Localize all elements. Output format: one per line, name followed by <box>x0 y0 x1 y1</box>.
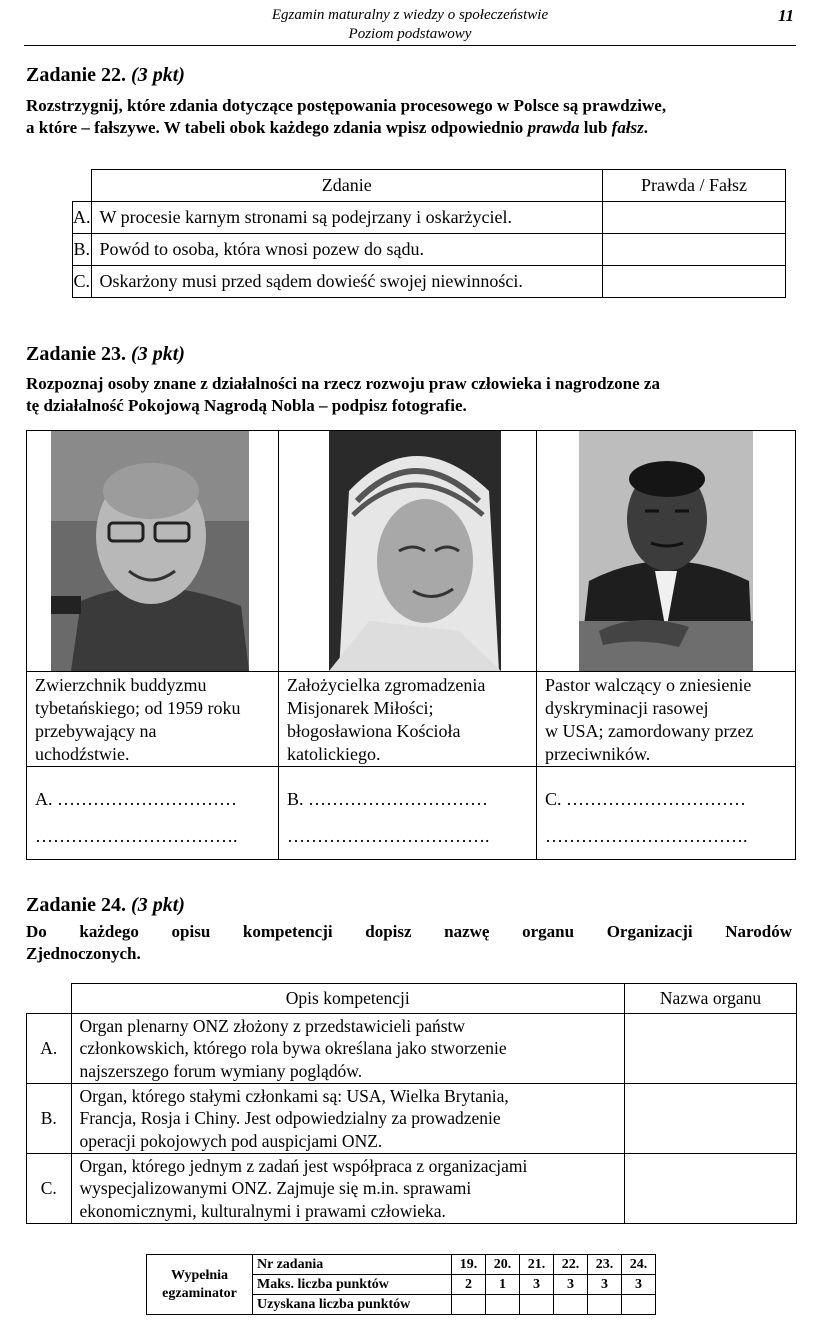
description-line: katolickiego. <box>287 744 381 764</box>
task-22-points: (3 pkt) <box>131 64 185 86</box>
row-label-obtained-points: Uzyskana liczba punktów <box>253 1295 452 1315</box>
max-points: 1 <box>486 1275 520 1295</box>
corner-cell <box>27 984 72 1014</box>
row-sentence: Powód to osoba, która wnosi pozew do sądu. <box>91 234 603 266</box>
portrait-nun-image <box>329 431 501 671</box>
description-line: uchodźstwie. <box>35 744 130 764</box>
answer-cell-b[interactable] <box>603 234 786 266</box>
description-line: najszerszego forum wymiany poglądów. <box>79 1060 363 1081</box>
answer-line: C. ………………………… <box>545 789 747 809</box>
task-23-number: Zadanie 23. <box>26 343 127 365</box>
answer-cell-a[interactable] <box>603 202 786 234</box>
table-row <box>27 1084 797 1154</box>
max-points: 3 <box>520 1275 554 1295</box>
row-letter: A. <box>27 1014 72 1084</box>
task-number: 22. <box>554 1255 588 1275</box>
task-22-instruction <box>26 95 792 139</box>
examiner-label-line1: Wypełnia <box>170 1267 229 1283</box>
answer-line: ……………………………. <box>287 826 490 846</box>
max-points: 3 <box>554 1275 588 1295</box>
task-23-title <box>26 343 185 366</box>
obtained-points-cell[interactable] <box>554 1295 588 1315</box>
scoring-table <box>146 1254 656 1315</box>
task-22-instruction-line1: Rozstrzygnij, które zdania dotyczące postępowania procesowego w Polsce są prawdziwe, <box>26 96 667 115</box>
obtained-points-cell[interactable] <box>452 1295 486 1315</box>
photo-column-b <box>279 431 537 859</box>
row-label-max-points: Maks. liczba punktów <box>253 1275 452 1295</box>
task-24-title <box>26 894 185 917</box>
task-24-instruction-line1: Do każdego opisu kompetencji dopisz nazwę organu Organizacji Narodów <box>26 922 792 941</box>
header-zdanie: Zdanie <box>91 170 603 202</box>
photo-column-a <box>27 431 279 859</box>
task-24-points: (3 pkt) <box>131 894 185 916</box>
header-prawda-falsz: Prawda / Fałsz <box>603 170 786 202</box>
description-c <box>537 671 795 767</box>
answer-cell-c[interactable] <box>625 1154 797 1224</box>
description-line: Organ, którego stałymi członkami są: USA, Wielka Brytania, <box>79 1085 509 1106</box>
task-number: 19. <box>452 1255 486 1275</box>
photo-table <box>26 430 796 860</box>
task-number: 21. <box>520 1255 554 1275</box>
description-line: przeciwników. <box>545 744 651 764</box>
header-opis: Opis kompetencji <box>71 984 625 1014</box>
photo-b <box>329 431 501 671</box>
task-22-table <box>72 169 786 298</box>
word-falsz: fałsz <box>611 118 644 137</box>
task-23-instruction-line1: Rozpoznaj osoby znane z działalności na rzecz rozwoju praw człowieka i nagrodzone za <box>26 374 660 393</box>
task-23-instruction-line2: tę działalność Pokojową Nagrodą Nobla – podpisz fotografie. <box>26 396 467 415</box>
description-b <box>279 671 536 767</box>
task-22-title <box>26 64 185 87</box>
description-line: Francja, Rosja i Chiny. Jest odpowiedzialny za prowadzenie <box>79 1108 501 1129</box>
table-row <box>27 1154 797 1224</box>
examiner-label <box>147 1255 253 1315</box>
corner-cell <box>73 170 92 202</box>
examiner-label-line2: egzaminator <box>162 1285 237 1301</box>
description-line: przebywający na <box>35 721 157 741</box>
description-line: w USA; zamordowany przez <box>545 721 754 741</box>
task-24-instruction <box>26 921 792 965</box>
description-line: tybetańskiego; od 1959 roku <box>35 698 241 718</box>
obtained-points-cell[interactable] <box>486 1295 520 1315</box>
task-number: 23. <box>588 1255 622 1275</box>
table-row <box>73 266 786 298</box>
task-23-instruction <box>26 373 792 417</box>
photo-column-c <box>537 431 795 859</box>
portrait-monk-image <box>51 431 249 671</box>
answer-field-b[interactable] <box>287 781 532 855</box>
row-letter: A. <box>73 202 92 234</box>
answer-line: B. ………………………… <box>287 789 489 809</box>
task-24-number: Zadanie 24. <box>26 894 127 916</box>
row-letter: C. <box>73 266 92 298</box>
description-line: członkowskich, którego rola bywa określana jako stworzenie <box>79 1038 507 1059</box>
row-sentence: W procesie karnym stronami są podejrzany i oskarżyciel. <box>91 202 603 234</box>
exam-title: Egzamin maturalny z wiedzy o społeczeństwie <box>271 7 549 23</box>
row-description <box>71 1154 625 1224</box>
description-line: ekonomicznymi, kulturalnymi i prawami człowieka. <box>79 1200 446 1221</box>
answer-line: A. ………………………… <box>35 789 237 809</box>
row-description <box>71 1014 625 1084</box>
table-row <box>27 1014 797 1084</box>
portrait-pastor-image <box>579 431 753 671</box>
task-22-instruction-line2 <box>26 117 792 139</box>
header-nazwa-organu: Nazwa organu <box>625 984 797 1014</box>
task-24-instruction-line2: Zjednoczonych. <box>26 944 141 963</box>
exam-level: Poziom podstawowy <box>348 26 472 42</box>
description-line: Organ plenarny ONZ złożony z przedstawicieli państw <box>79 1015 466 1036</box>
description-line: operacji pokojowych pod auspicjami ONZ. <box>79 1130 383 1151</box>
photo-a <box>51 431 249 671</box>
word-lub: lub <box>579 118 612 137</box>
word-prawda: prawda <box>527 118 580 137</box>
row-letter: B. <box>73 234 92 266</box>
description-line: Zwierzchnik buddyzmu <box>35 675 207 695</box>
description-line: wyspecjalizowanymi ONZ. Zajmuje się m.in. sprawami <box>79 1178 472 1199</box>
description-line: Pastor walczący o zniesienie <box>545 675 752 695</box>
task-number: 24. <box>622 1255 656 1275</box>
description-line: Założycielka zgromadzenia <box>287 675 486 695</box>
row-description <box>71 1084 625 1154</box>
task-number: 20. <box>486 1255 520 1275</box>
obtained-points-cell[interactable] <box>588 1295 622 1315</box>
page-number: 11 <box>777 6 794 25</box>
max-points: 3 <box>622 1275 656 1295</box>
answer-field-c[interactable] <box>545 781 791 855</box>
max-points: 2 <box>452 1275 486 1295</box>
table-row <box>73 202 786 234</box>
task-22-instruction-text: a które – fałszywe. W tabeli obok każdego zdania wpisz odpowiednio <box>26 118 528 137</box>
answer-cell-c[interactable] <box>603 266 786 298</box>
row-label-task-number: Nr zadania <box>253 1255 452 1275</box>
description-line: Organ, którego jednym z zadań jest współpraca z organizacjami <box>79 1155 528 1176</box>
answer-cell-a[interactable] <box>625 1014 797 1084</box>
description-a <box>27 671 278 767</box>
max-points: 3 <box>588 1275 622 1295</box>
row-letter: B. <box>27 1084 72 1154</box>
task-22-number: Zadanie 22. <box>26 64 127 86</box>
description-line: błogosławiona Kościoła <box>287 721 461 741</box>
row-sentence: Oskarżony musi przed sądem dowieść swojej niewinności. <box>91 266 603 298</box>
obtained-points-cell[interactable] <box>622 1295 656 1315</box>
table-row <box>73 234 786 266</box>
photo-c <box>579 431 753 671</box>
answer-line: ……………………………. <box>545 826 748 846</box>
task-23-points: (3 pkt) <box>131 343 185 365</box>
task-24-table <box>26 983 797 1224</box>
answer-line: ……………………………. <box>35 826 238 846</box>
row-letter: C. <box>27 1154 72 1224</box>
answer-field-a[interactable] <box>35 781 274 855</box>
instruction-period: . <box>643 118 649 137</box>
obtained-points-cell[interactable] <box>520 1295 554 1315</box>
answer-cell-b[interactable] <box>625 1084 797 1154</box>
page-header <box>24 4 796 46</box>
description-line: Misjonarek Miłości; <box>287 698 434 718</box>
description-line: dyskryminacji rasowej <box>545 698 709 718</box>
